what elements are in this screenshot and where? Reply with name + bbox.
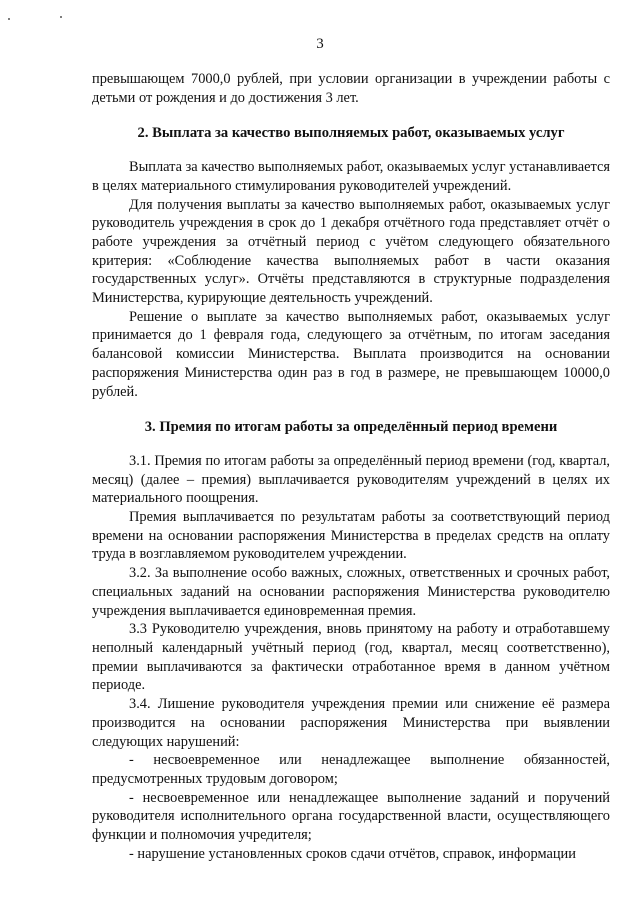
section-3-heading: 3. Премия по итогам работы за определённый период времени — [144, 419, 558, 436]
section-3-paragraph: 3.1. Премия по итогам работы за определённый период времени (год, квартал, месяц) (далее – премия) выплачивается руководителям учреждений в целях их материального поощрения. — [92, 452, 610, 507]
document-body — [92, 70, 610, 863]
section-2-paragraph: Для получения выплаты за качество выполняемых работ, оказываемых услуг руководитель учреждения в срок до 1 декабря отчётного года представляет отчёт о работе учреждения за отчётный период с учётом следующего обязательного критерия: «Соблюдение качества выполняемых работ в части оказания государственных услуг». Отчёты представляются в структурные подразделения Министерства, курирующие деятельность учреждений. — [92, 196, 610, 307]
scan-speck — [60, 16, 62, 18]
intro-paragraph: превышающем 7000,0 рублей, при условии организации в учреждении работы с детьми от рождения и до достижения 3 лет. — [92, 71, 610, 106]
section-2-heading: 2. Выплата за качество выполняемых работ, оказываемых услуг — [137, 125, 565, 142]
section-3-paragraph: 3.4. Лишение руководителя учреждения премии или снижение её размера производится на основании распоряжения Министерства при выявлении следующих нарушений: — [92, 696, 610, 750]
list-item: - нарушение установленных сроков сдачи отчётов, справок, информации — [129, 845, 576, 862]
section-2-paragraph: Решение о выплате за качество выполняемых работ, оказываемых услуг принимается до 1 февраля года, следующего за отчётным, по итогам заседания балансовой комиссии Министерства. Выплата производится на основании распоряжения Министерства один раз в год в размере, не превышающем 10000,0 рублей. — [92, 308, 610, 400]
list-item: - несвоевременное или ненадлежащее выполнение обязанностей, предусмотренных трудовым договором; — [92, 752, 610, 787]
section-3-paragraph: 3.2. За выполнение особо важных, сложных, ответственных и срочных работ, специальных заданий на основании распоряжения Министерства руководителю учреждения выплачивается единовременная премия. — [92, 565, 610, 619]
section-3-paragraph: Премия выплачивается по результатам работы за соответствующий период времени на основании распоряжения Министерства в пределах средств на оплату труда в возглавляемом руководителем учреждении. — [92, 509, 610, 563]
section-2-paragraph: Выплата за качество выполняемых работ, оказываемых услуг устанавливается в целях материального стимулирования руководителей учреждений. — [92, 159, 610, 194]
page-number: 3 — [316, 36, 324, 52]
section-3-paragraph: 3.3 Руководителю учреждения, вновь принятому на работу и отработавшему неполный календарный учётный период (год, квартал, месяц соответственно), премии выплачиваются за фактически отработанное время в данном учётном периоде. — [92, 621, 610, 694]
list-item: - несвоевременное или ненадлежащее выполнение заданий и поручений руководителя исполнительного органа государственной власти, осуществляющего функции и полномочия учредителя; — [92, 789, 610, 844]
scan-speck — [8, 18, 10, 20]
